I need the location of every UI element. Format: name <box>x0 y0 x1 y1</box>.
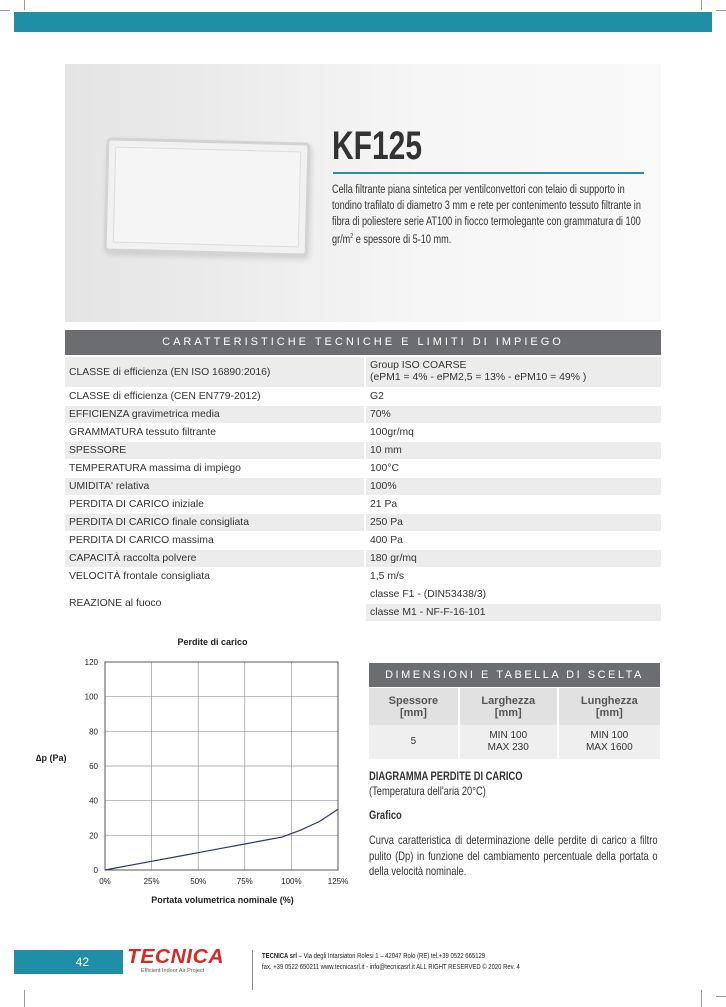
spec-row <box>65 460 661 478</box>
spec-label-rest: di efficienza (CEN EN779-2012) <box>110 391 261 402</box>
crop-mark <box>716 996 726 997</box>
spec-value: classe M1 - NF-F-16-101 <box>365 604 661 622</box>
spec-label <box>65 514 365 532</box>
description-text: Cella filtrante piana sintetica per ventilconvettori con telaio di supporto in tondino trafilato di diametro 3 mm e rete per contenimento tessuto filtrante in fibra di poliestere serie AT100 in fiocco termolegante con grammatura di 100 gr/m <box>332 182 641 247</box>
spec-label <box>65 357 365 388</box>
crop-mark <box>701 0 702 10</box>
spec-row <box>65 532 661 550</box>
header-line: Larghezza <box>481 694 536 707</box>
spec-label-main: EFFICIENZA <box>69 409 130 420</box>
spec-label-rest: massima <box>169 535 214 546</box>
spec-value: 100°C <box>365 460 661 478</box>
crop-mark <box>24 0 25 10</box>
spec-label-rest: al fuoco <box>122 598 162 609</box>
spec-label-rest: tessuto filtrante <box>142 427 217 438</box>
tecnica-logo: TECNICA <box>127 946 225 968</box>
spec-label-main: VELOCITÀ <box>69 571 121 582</box>
footer-address <box>262 951 485 960</box>
spec-value <box>365 357 661 388</box>
spec-label <box>65 532 365 550</box>
spec-value: G2 <box>365 388 661 406</box>
spec-label-rest: raccolta polvere <box>120 553 197 564</box>
spec-label-main: UMIDITA' <box>69 481 113 492</box>
spec-label-main: GRAMMATURA <box>69 427 143 438</box>
product-description <box>332 182 646 248</box>
diagram-heading: DIAGRAMMA PERDITE DI CARICO <box>369 769 523 783</box>
dimensions-section-header <box>369 663 660 687</box>
dimensions-table <box>369 688 660 759</box>
address-text: – Via degli Intarsiatori Rolesi 1 – 42047 Rolo (RE) tel.+39 0522 665129 <box>297 951 486 960</box>
spec-row <box>65 406 661 424</box>
x-tick-label: 75% <box>236 877 253 886</box>
spec-label <box>65 388 365 406</box>
spec-label-main: REAZIONE <box>69 598 123 609</box>
pressure-drop-curve <box>105 809 338 870</box>
header-unit: [mm] <box>494 706 522 719</box>
spec-label-main: PERDITA DI CARICO <box>69 499 170 510</box>
filter-cell-image <box>104 137 311 256</box>
spec-row <box>65 357 661 388</box>
specs-section-title: CARATTERISTICHE TECNICHE E LIMITI DI IMPIEGO <box>162 336 564 348</box>
chart-title: Perdite di carico <box>177 637 248 647</box>
spec-value-line: Group ISO COARSE <box>370 360 467 371</box>
spec-label-rest: relativa <box>112 481 150 492</box>
x-tick-label: 125% <box>327 877 348 886</box>
spec-label-rest: finale consigliata <box>169 517 249 528</box>
spec-label-main: PERDITA DI CARICO <box>69 517 170 528</box>
spec-row <box>65 388 661 406</box>
chart-x-axis-label: Portata volumetrica nominale (%) <box>151 895 294 905</box>
spec-label <box>65 460 365 478</box>
y-tick-label: 120 <box>84 658 98 667</box>
spec-label <box>65 550 365 568</box>
spec-value: 400 Pa <box>365 532 661 550</box>
spec-label <box>65 586 365 622</box>
dimension-column-header <box>459 688 558 725</box>
header-line: Lunghezza <box>580 694 638 707</box>
spec-label-rest: di efficienza (EN ISO 16890:2016) <box>110 366 271 378</box>
x-tick-label: 100% <box>281 877 302 886</box>
crop-mark <box>0 10 10 11</box>
spec-value: 100% <box>365 478 661 496</box>
x-tick-label: 0% <box>99 877 111 886</box>
x-tick-label: 25% <box>143 877 160 886</box>
logo-tagline: Efficient Indoor Air Project <box>141 968 205 974</box>
crop-mark <box>24 990 25 1007</box>
specs-section-header <box>65 330 661 355</box>
dimensions-section-title: DIMENSIONI E TABELLA DI SCELTA <box>385 669 644 681</box>
y-tick-label: 60 <box>89 762 98 771</box>
cell-line: MIN 100 <box>590 730 629 741</box>
spec-label-main: SPESSORE <box>69 445 127 456</box>
y-tick-label: 20 <box>89 831 98 841</box>
spec-row <box>65 568 661 586</box>
spec-label <box>65 478 365 496</box>
spec-row <box>65 424 661 442</box>
spec-value: 10 mm <box>365 442 661 460</box>
spec-label-main: TEMPERATURA <box>69 463 147 474</box>
crop-mark <box>701 990 702 1007</box>
footer-divider <box>252 950 253 990</box>
spec-label <box>65 424 365 442</box>
diagram-subheading: (Temperatura dell'aria 20°C) <box>369 784 486 798</box>
spec-row <box>65 442 661 460</box>
spec-value: 180 gr/mq <box>365 550 661 568</box>
cell-line: MIN 100 <box>489 730 528 741</box>
curve-description: Curva caratteristica di determinazione delle perdite di carico a filtro pulito (Dp) in funzione del cambiamento percentuale della portata o della velocità nominale. <box>369 833 658 878</box>
description-superscript: 2 <box>350 233 354 241</box>
spec-value: 70% <box>365 406 661 424</box>
company-name: TECNICA srl <box>262 951 298 960</box>
header-unit: [mm] <box>399 706 427 719</box>
spec-row <box>65 496 661 514</box>
graph-heading: Grafico <box>369 808 402 822</box>
y-tick-label: 40 <box>89 796 98 806</box>
dimension-column-header <box>369 688 459 725</box>
spec-label <box>65 496 365 514</box>
page-number-box <box>14 950 123 974</box>
page-number: 42 <box>75 955 89 969</box>
spec-label-rest: massima di impiego <box>146 463 241 474</box>
header-unit: [mm] <box>595 706 623 719</box>
spec-label-rest: iniziale <box>169 499 204 510</box>
filter-media <box>113 147 301 248</box>
spec-label <box>65 442 365 460</box>
title-rule <box>333 172 644 174</box>
crop-mark <box>716 10 726 11</box>
x-tick-label: 50% <box>190 877 207 886</box>
spec-value: 1,5 m/s <box>365 568 661 586</box>
spec-label-rest: frontale consigliata <box>120 571 210 582</box>
chart-y-axis-label: ∆p (Pa) <box>36 753 67 763</box>
spec-label-main: CAPACITÀ <box>69 553 121 564</box>
spec-row <box>65 550 661 568</box>
spec-row <box>65 478 661 496</box>
dimension-cell <box>459 725 558 759</box>
spec-label-main: CLASSE <box>69 391 111 402</box>
spec-value: 100gr/mq <box>365 424 661 442</box>
spec-value: classe F1 - (DIN53438/3) <box>365 586 661 604</box>
description-text-end: e spessore di 5-10 mm. <box>353 232 452 247</box>
footer-contacts: fax. +39 0522 650211 www.tecnicasrl.it - info@tecnicasrl.it ALL RIGHT RESERVED © 2020 Rev. 4 <box>262 962 520 971</box>
dimension-cell <box>369 725 459 759</box>
cell-line: 5 <box>410 736 417 747</box>
product-code: KF125 <box>332 124 423 168</box>
dimension-column-header <box>558 688 660 725</box>
y-tick-label: 0 <box>93 866 98 875</box>
spec-value: 250 Pa <box>365 514 661 532</box>
header-line: Spessore <box>388 694 439 707</box>
top-accent-bar <box>14 12 712 32</box>
spec-label <box>65 406 365 424</box>
cell-line: MAX 230 <box>487 742 529 753</box>
spec-label-rest: gravimetrica media <box>129 409 220 420</box>
spec-label-main: CLASSE <box>69 366 111 378</box>
spec-label-main: PERDITA DI CARICO <box>69 535 170 546</box>
spec-value-line: (ePM1 = 4% - ePM2,5 = 13% - ePM10 = 49% ) <box>370 372 587 383</box>
cell-line: MAX 1600 <box>585 742 633 753</box>
spec-label <box>65 568 365 586</box>
y-tick-label: 80 <box>89 727 98 737</box>
spec-row <box>65 514 661 532</box>
y-tick-label: 100 <box>84 692 98 702</box>
pressure-drop-chart <box>78 655 348 895</box>
spec-row <box>65 586 661 604</box>
spec-value: 21 Pa <box>365 496 661 514</box>
dimension-cell <box>558 725 660 759</box>
specs-table <box>65 357 661 622</box>
